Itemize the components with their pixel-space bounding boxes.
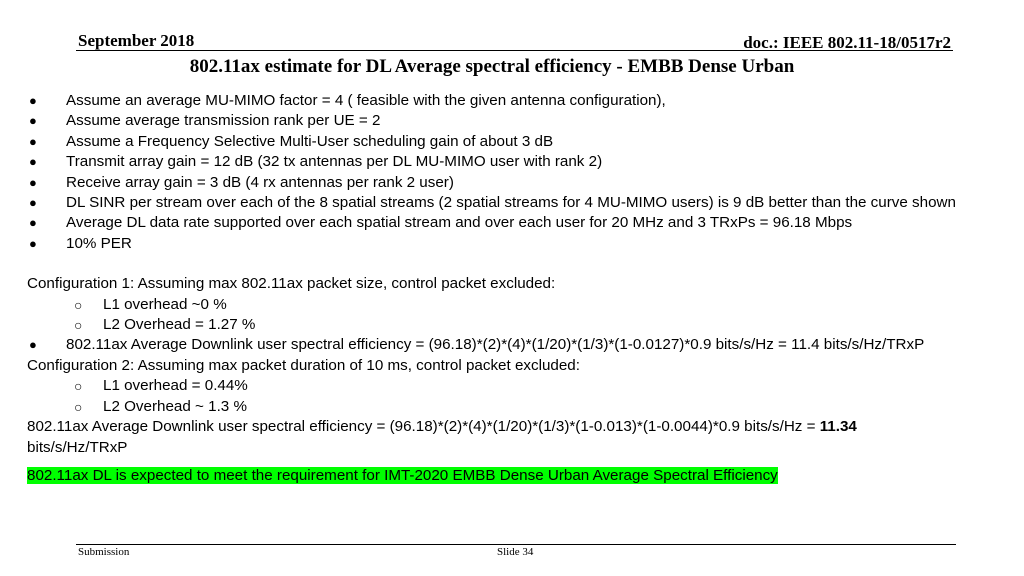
bullet-icon: ●	[29, 154, 37, 170]
slide-body	[27, 91, 977, 486]
circle-bullet-icon: ○	[74, 398, 83, 415]
config2-heading: Configuration 2: Assuming max packet duration of 10 ms, control packet excluded:	[27, 356, 580, 374]
config1-result: ● 802.11ax Average Downlink user spectral efficiency = (96.18)*(2)*(4)*(1/20)*(1/3)*(1-0.0127)*0.9 bits/s/Hz = 11.4 bits/s/Hz/TRxP	[27, 335, 977, 355]
footer-slide-number: Slide 34	[497, 546, 534, 558]
header-divider	[76, 50, 953, 51]
config2-result: 802.11ax Average Downlink user spectral efficiency = (96.18)*(2)*(4)*(1/20)*(1/3)*(1-0.013)*(1-0.0044)*0.9 bits/s/Hz = 11.34 bits/s/Hz/TRxP	[27, 418, 857, 456]
footer-submission: Submission	[78, 546, 130, 558]
conclusion-highlight: 802.11ax DL is expected to meet the requirement for IMT-2020 EMBB Dense Urban Average Spectral Efficiency	[27, 466, 778, 484]
header-date: September 2018	[78, 31, 195, 50]
circle-bullet-icon: ○	[74, 317, 83, 334]
bullet-icon: ●	[29, 113, 37, 129]
list-item: ● Assume average transmission rank per UE = 2	[27, 111, 977, 131]
list-item: ● 10% PER	[27, 234, 977, 254]
list-item: ● Receive array gain = 3 dB (4 rx antennas per rank 2 user)	[27, 173, 977, 193]
list-item: ● Assume an average MU-MIMO factor = 4 ( feasible with the given antenna configuration),	[27, 91, 977, 111]
bullet-icon: ●	[29, 337, 37, 353]
assumption-list	[27, 91, 977, 254]
config1-heading: Configuration 1: Assuming max 802.11ax packet size, control packet excluded:	[27, 275, 556, 293]
list-item: ● Average DL data rate supported over each spatial stream and over each user for 20 MHz and 3 TRxPs = 96.18 Mbps	[27, 213, 977, 233]
list-item: ● Transmit array gain = 12 dB (32 tx antennas per DL MU-MIMO user with rank 2)	[27, 152, 977, 172]
list-item: ○ L2 Overhead ~ 1.3 %	[27, 397, 977, 417]
bullet-icon: ●	[29, 215, 37, 231]
footer-divider	[76, 544, 956, 545]
circle-bullet-icon: ○	[74, 378, 83, 395]
list-item: ● DL SINR per stream over each of the 8 spatial streams (2 spatial streams for 4 MU-MIMO users) is 9 dB better than the curve shown	[27, 193, 977, 213]
conclusion-line	[27, 466, 977, 486]
result-value: 11.34	[819, 418, 857, 436]
spacer	[27, 254, 977, 274]
list-item: ○ L2 Overhead = 1.27 %	[27, 315, 977, 335]
bullet-icon: ●	[29, 235, 37, 251]
header-doc-id: doc.: IEEE 802.11-18/0517r2	[743, 33, 951, 52]
list-item: ● Assume a Frequency Selective Multi-User scheduling gain of about 3 dB	[27, 132, 977, 152]
bullet-icon: ●	[29, 195, 37, 211]
list-item: ○ L1 overhead = 0.44%	[27, 376, 977, 396]
circle-bullet-icon: ○	[74, 296, 83, 313]
bullet-icon: ●	[29, 174, 37, 190]
slide-title: 802.11ax estimate for DL Average spectral efficiency - EMBB Dense Urban	[189, 56, 795, 77]
bullet-icon: ●	[29, 133, 37, 149]
list-item: ○ L1 overhead ~0 %	[27, 295, 977, 315]
bullet-icon: ●	[29, 93, 37, 108]
